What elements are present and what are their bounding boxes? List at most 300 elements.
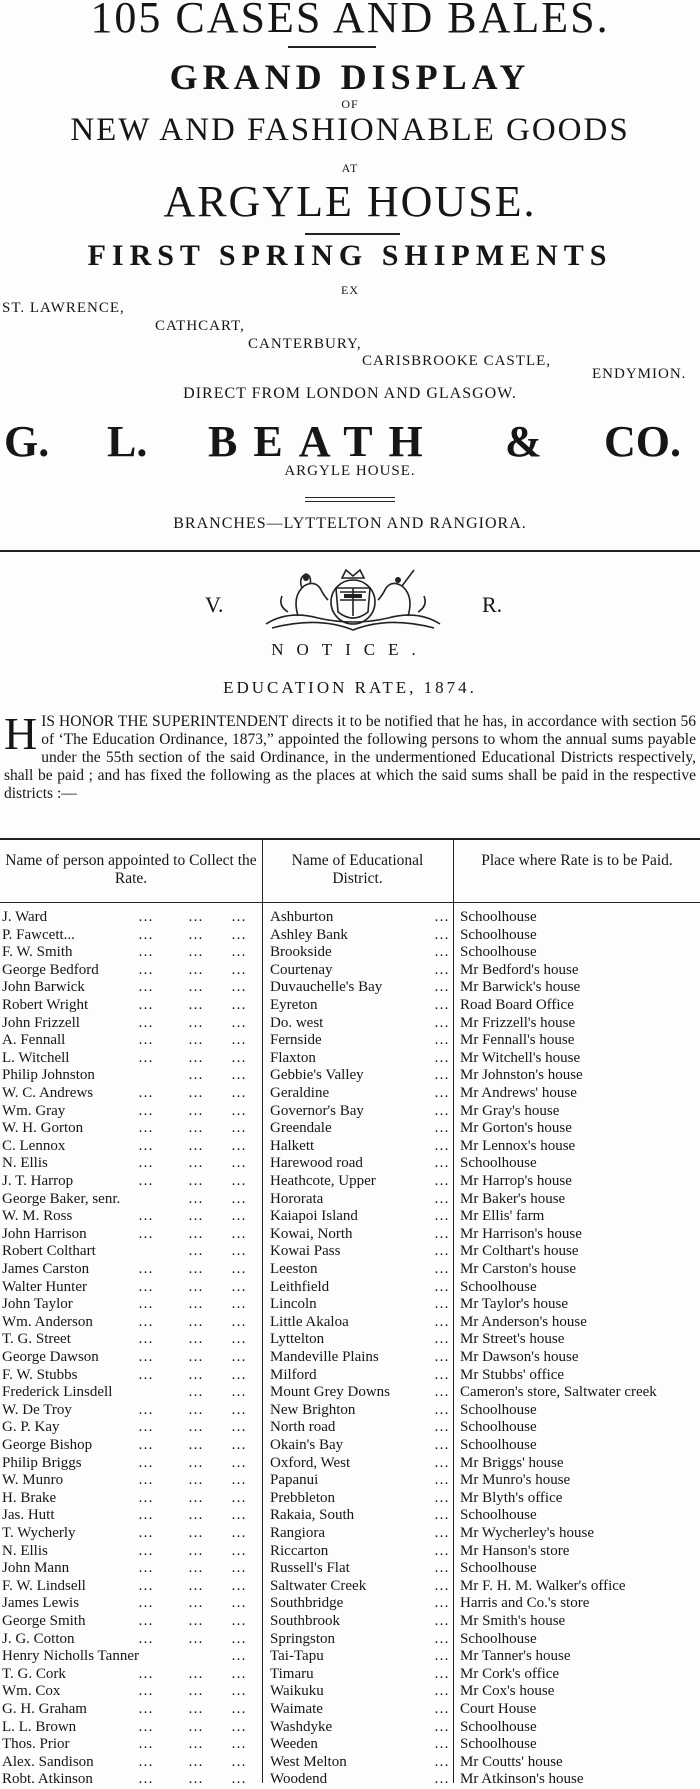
- leader-dots: …: [188, 1278, 206, 1295]
- table-row: [0, 1490, 700, 1508]
- leader-dots: …: [231, 1173, 249, 1189]
- table-row: [0, 1384, 700, 1402]
- leader-dots: …: [138, 1736, 156, 1753]
- leader-dots: …: [434, 1665, 451, 1682]
- leader-dots: …: [434, 1560, 451, 1577]
- collector-name: L. Witchell: [2, 1049, 70, 1066]
- table-row: [0, 927, 700, 945]
- collector-name: F. W. Lindsell: [2, 1577, 86, 1594]
- district-name: West Melton: [270, 1753, 347, 1770]
- leader-dots: …: [188, 1049, 206, 1066]
- district-name: Harewood road: [270, 1155, 363, 1172]
- leader-dots: …: [188, 1736, 206, 1753]
- leader-dots: …: [231, 1137, 249, 1154]
- leader-dots: …: [231, 1454, 249, 1471]
- leader-dots: …: [434, 1648, 451, 1665]
- payment-place: Mr F. H. M. Walker's office: [460, 1577, 626, 1594]
- leader-dots: …: [434, 961, 451, 978]
- leader-dots: …: [231, 1560, 249, 1577]
- leader-dots: …: [138, 961, 156, 978]
- payment-place: Mr Atkinson's house: [460, 1771, 584, 1788]
- table-row: [0, 1349, 700, 1367]
- table-row: [0, 1419, 700, 1437]
- underline: [305, 233, 400, 235]
- leader-dots: …: [188, 1331, 206, 1348]
- header-collector: Name of person appointed to Collect the Rate.: [5, 852, 257, 887]
- collector-name: W. H. Gorton: [2, 1120, 84, 1137]
- district-name: Papanui: [270, 1472, 319, 1489]
- leader-dots: …: [231, 1701, 249, 1717]
- leader-dots: …: [434, 1261, 451, 1277]
- district-name: Prebbleton: [270, 1489, 335, 1506]
- district-name: Brookside: [270, 944, 332, 961]
- leader-dots: …: [188, 1190, 206, 1207]
- district-name: Waimate: [270, 1701, 323, 1717]
- leader-dots: …: [138, 1296, 156, 1313]
- leader-dots: …: [138, 1771, 156, 1788]
- district-name: New Brighton: [270, 1401, 356, 1418]
- table-row: [0, 1155, 700, 1173]
- leader-dots: …: [188, 1366, 206, 1383]
- payment-place: Schoolhouse: [460, 1718, 537, 1735]
- district-name: Russell's Flat: [270, 1560, 350, 1577]
- table-row: [0, 1279, 700, 1297]
- payment-place: Mr Frizzell's house: [460, 1014, 576, 1031]
- district-name: Greendale: [270, 1120, 332, 1137]
- payment-place: Court House: [460, 1701, 537, 1717]
- leader-dots: …: [434, 1683, 451, 1700]
- district-name: Little Akaloa: [270, 1313, 349, 1330]
- district-name: Southbridge: [270, 1595, 344, 1612]
- leader-dots: …: [138, 1014, 156, 1031]
- district-name: Kowai Pass: [270, 1243, 341, 1260]
- leader-dots: …: [231, 1278, 249, 1295]
- table-row: [0, 944, 700, 962]
- payment-place: Mr Johnston's house: [460, 1067, 583, 1084]
- leader-dots: …: [138, 1718, 156, 1735]
- table-row: [0, 1648, 700, 1666]
- leader-dots: …: [188, 1454, 206, 1471]
- leader-dots: …: [434, 1613, 451, 1629]
- leader-dots: …: [434, 1331, 451, 1348]
- notice-intro: [4, 708, 696, 803]
- leader-dots: …: [138, 1261, 156, 1277]
- table-row: [0, 1683, 700, 1701]
- payment-place: Mr Colthart's house: [460, 1243, 579, 1260]
- leader-dots: …: [188, 1595, 206, 1612]
- collector-name: F. W. Stubbs: [2, 1366, 78, 1383]
- drop-cap: H: [4, 708, 38, 759]
- district-name: Tai-Tapu: [270, 1648, 324, 1665]
- collector-name: John Taylor: [2, 1296, 73, 1313]
- leader-dots: …: [138, 926, 156, 943]
- ad-branches: BRANCHES—LYTTELTON AND RANGIORA.: [173, 515, 527, 532]
- leader-dots: …: [138, 1155, 156, 1172]
- district-name: Oxford, West: [270, 1454, 351, 1471]
- collector-name: John Frizzell: [2, 1014, 80, 1031]
- district-name: Weeden: [270, 1736, 318, 1753]
- leader-dots: …: [188, 1630, 206, 1647]
- leader-dots: …: [231, 979, 249, 996]
- collector-name: George Baker, senr.: [2, 1190, 121, 1207]
- leader-dots: …: [231, 1049, 249, 1066]
- leader-dots: …: [231, 1120, 249, 1137]
- leader-dots: …: [231, 1771, 249, 1788]
- leader-dots: …: [231, 1331, 249, 1348]
- payment-place: Mr Bedford's house: [460, 961, 579, 978]
- leader-dots: …: [231, 1208, 249, 1225]
- leader-dots: …: [231, 961, 249, 978]
- collector-name: W. Munro: [2, 1472, 64, 1489]
- leader-dots: …: [434, 1507, 451, 1524]
- leader-dots: …: [188, 1507, 206, 1524]
- leader-dots: …: [138, 1753, 156, 1770]
- leader-dots: …: [138, 1349, 156, 1365]
- collector-name: Henry Nicholls Tanner: [2, 1648, 139, 1665]
- leader-dots: …: [231, 1225, 249, 1242]
- table-row: [0, 1736, 700, 1754]
- table-row: [0, 1173, 700, 1191]
- collector-name: George Bishop: [2, 1437, 93, 1453]
- leader-dots: …: [231, 1366, 249, 1383]
- payment-place: Mr Andrews' house: [460, 1085, 577, 1101]
- table-row: [0, 1437, 700, 1455]
- ad-grand-display: GRAND DISPLAY: [169, 57, 531, 97]
- leader-dots: …: [188, 1753, 206, 1770]
- collector-name: George Dawson: [2, 1349, 99, 1365]
- collector-name: W. De Troy: [2, 1401, 72, 1418]
- leader-dots: …: [138, 1489, 156, 1506]
- leader-dots: …: [434, 1437, 451, 1453]
- table-row: [0, 997, 700, 1015]
- district-name: Flaxton: [270, 1049, 316, 1066]
- leader-dots: …: [434, 1718, 451, 1735]
- payment-place: Mr Street's house: [460, 1331, 565, 1348]
- leader-dots: …: [138, 1085, 156, 1101]
- leader-dots: …: [138, 1120, 156, 1137]
- leader-dots: …: [188, 1261, 206, 1277]
- table-row: [0, 1103, 700, 1121]
- table-row: [0, 909, 700, 927]
- leader-dots: …: [138, 1049, 156, 1066]
- district-name: Springston: [270, 1630, 336, 1647]
- district-name: Milford: [270, 1366, 317, 1383]
- ad-direct-from: DIRECT FROM LONDON AND GLASGOW.: [183, 385, 517, 402]
- district-name: Timaru: [270, 1665, 314, 1682]
- table-row: [0, 1771, 700, 1789]
- table-row: [0, 1261, 700, 1279]
- leader-dots: …: [188, 1542, 206, 1559]
- leader-dots: …: [188, 1577, 206, 1594]
- leader-dots: …: [188, 1437, 206, 1453]
- table-row: [0, 1050, 700, 1068]
- leader-dots: …: [138, 1683, 156, 1700]
- ad-argyle-house: ARGYLE HOUSE.: [163, 177, 537, 226]
- collector-name: W. M. Ross: [2, 1208, 73, 1225]
- collector-name: Robert Wright: [2, 997, 89, 1013]
- leader-dots: …: [231, 1014, 249, 1031]
- leader-dots: …: [138, 1542, 156, 1559]
- district-name: Riccarton: [270, 1542, 329, 1559]
- leader-dots: …: [188, 1525, 206, 1541]
- leader-dots: …: [188, 1067, 206, 1084]
- section-divider: [0, 550, 700, 552]
- leader-dots: …: [188, 944, 206, 961]
- leader-dots: …: [434, 1155, 451, 1172]
- collector-name: P. Fawcett...: [2, 926, 75, 943]
- district-name: Do. west: [270, 1014, 324, 1031]
- payment-place: Mr Witchell's house: [460, 1049, 581, 1066]
- ship-name: CARISBROOKE CASTLE,: [362, 353, 552, 369]
- payment-place: Mr Smith's house: [460, 1613, 566, 1629]
- district-name: Halkett: [270, 1137, 315, 1154]
- leader-dots: …: [188, 1665, 206, 1682]
- ship-name: ENDYMION.: [592, 366, 687, 382]
- collector-name: C. Lennox: [2, 1137, 66, 1154]
- district-name: Hororata: [270, 1190, 324, 1207]
- leader-dots: …: [188, 1085, 206, 1101]
- collector-name: H. Brake: [2, 1489, 57, 1506]
- leader-dots: …: [231, 1630, 249, 1647]
- leader-dots: …: [231, 1718, 249, 1735]
- collector-name: Robert Colthart: [2, 1243, 96, 1260]
- leader-dots: …: [188, 1243, 206, 1260]
- ad-ex: EX: [341, 283, 359, 297]
- ad-of: OF: [341, 97, 359, 111]
- leader-dots: …: [188, 1296, 206, 1313]
- collector-name: W. C. Andrews: [2, 1085, 94, 1101]
- leader-dots: …: [231, 1542, 249, 1559]
- leader-dots: …: [138, 909, 156, 925]
- table-row: [0, 1243, 700, 1261]
- district-name: Okain's Bay: [270, 1437, 344, 1453]
- table-row: [0, 1525, 700, 1543]
- leader-dots: …: [138, 1366, 156, 1383]
- notice-subheading: EDUCATION RATE, 1874.: [223, 678, 477, 697]
- payment-place: Mr Cork's office: [460, 1665, 560, 1682]
- leader-dots: …: [434, 909, 451, 925]
- firm-word: &: [505, 417, 542, 466]
- collector-name: George Smith: [2, 1613, 86, 1629]
- payment-place: Schoolhouse: [460, 1630, 537, 1647]
- table-row: [0, 1085, 700, 1103]
- leader-dots: …: [434, 1208, 451, 1225]
- leader-dots: …: [231, 1102, 249, 1119]
- leader-dots: …: [138, 1472, 156, 1489]
- collector-name: John Harrison: [2, 1225, 87, 1242]
- collector-name: G. P. Kay: [2, 1419, 60, 1436]
- leader-dots: …: [434, 1736, 451, 1753]
- collector-name: T. G. Cork: [2, 1665, 66, 1682]
- leader-dots: …: [231, 1085, 249, 1101]
- table-row: [0, 1226, 700, 1244]
- header-district: Name of Educational District.: [291, 852, 424, 887]
- district-name: Rangiora: [270, 1525, 325, 1541]
- payment-place: Mr Briggs' house: [460, 1454, 564, 1471]
- district-name: Fernside: [270, 1032, 322, 1049]
- leader-dots: …: [138, 1577, 156, 1594]
- collector-name: J. Ward: [2, 909, 48, 925]
- firm-word: G.: [4, 417, 50, 466]
- leader-dots: …: [138, 1419, 156, 1436]
- district-name: Lyttelton: [270, 1331, 325, 1348]
- district-name: Ashburton: [270, 909, 334, 925]
- leader-dots: …: [138, 1102, 156, 1119]
- leader-dots: …: [434, 1085, 451, 1101]
- leader-dots: …: [188, 1701, 206, 1717]
- divider: [305, 497, 395, 498]
- table-row: [0, 1191, 700, 1209]
- leader-dots: …: [434, 1577, 451, 1594]
- district-name: Eyreton: [270, 997, 318, 1013]
- leader-dots: …: [188, 1225, 206, 1242]
- leader-dots: …: [138, 1595, 156, 1612]
- payment-place: Schoolhouse: [460, 1155, 537, 1172]
- leader-dots: …: [434, 1542, 451, 1559]
- district-name: Duvauchelle's Bay: [270, 979, 383, 996]
- leader-dots: …: [231, 909, 249, 925]
- leader-dots: …: [188, 1155, 206, 1172]
- collector-name: A. Fennall: [2, 1032, 66, 1049]
- leader-dots: …: [231, 1384, 249, 1401]
- leader-dots: …: [231, 1613, 249, 1629]
- district-name: Rakaia, South: [270, 1507, 355, 1524]
- table-row: [0, 1296, 700, 1314]
- collector-name: Wm. Cox: [2, 1683, 61, 1700]
- collector-name: Philip Johnston: [2, 1067, 95, 1084]
- payment-place: Cameron's store, Saltwater creek: [460, 1384, 657, 1401]
- leader-dots: …: [231, 997, 249, 1013]
- leader-dots: …: [188, 1472, 206, 1489]
- collector-name: J. T. Harrop: [2, 1173, 74, 1189]
- leader-dots: …: [231, 1296, 249, 1313]
- payment-place: Mr Tanner's house: [460, 1648, 571, 1665]
- collector-name: George Bedford: [2, 961, 99, 978]
- table-row: [0, 1595, 700, 1613]
- leader-dots: …: [188, 1401, 206, 1418]
- table-row: [0, 1032, 700, 1050]
- leader-dots: …: [231, 1507, 249, 1524]
- leader-dots: …: [231, 1753, 249, 1770]
- firm-subtitle: ARGYLE HOUSE.: [284, 463, 416, 479]
- payment-place: Mr Dawson's house: [460, 1349, 579, 1365]
- payment-place: Mr Taylor's house: [460, 1296, 569, 1313]
- notice-v: V.: [205, 592, 224, 617]
- payment-place: Harris and Co.'s store: [460, 1595, 590, 1612]
- collector-name: Thos. Prior: [2, 1736, 70, 1753]
- collector-name: Wm. Gray: [2, 1102, 66, 1119]
- leader-dots: …: [434, 1525, 451, 1541]
- district-name: Kowai, North: [270, 1225, 353, 1242]
- firm-word: CO.: [604, 417, 681, 466]
- leader-dots: …: [138, 1032, 156, 1049]
- leader-dots: …: [138, 979, 156, 996]
- table-row: [0, 1754, 700, 1772]
- leader-dots: …: [188, 979, 206, 996]
- leader-dots: …: [138, 1507, 156, 1524]
- district-name: Saltwater Creek: [270, 1577, 367, 1594]
- payment-place: Schoolhouse: [460, 1437, 537, 1453]
- leader-dots: …: [138, 1313, 156, 1330]
- ad-headline: 105 CASES AND BALES.: [90, 0, 610, 42]
- payment-place: Mr Hanson's store: [460, 1542, 570, 1559]
- payment-place: Mr Carston's house: [460, 1261, 577, 1277]
- payment-place: Schoolhouse: [460, 1507, 537, 1524]
- district-name: Kaiapoi Island: [270, 1208, 358, 1225]
- district-name: Leithfield: [270, 1278, 330, 1295]
- leader-dots: …: [188, 1349, 206, 1365]
- district-name: Courtenay: [270, 961, 333, 978]
- district-name: Mount Grey Downs: [270, 1384, 390, 1401]
- notice-r: R.: [482, 592, 503, 617]
- table-row: [0, 1560, 700, 1578]
- payment-place: Mr Harrison's house: [460, 1225, 582, 1242]
- leader-dots: …: [138, 1525, 156, 1541]
- leader-dots: …: [434, 1701, 451, 1717]
- payment-place: Mr Munro's house: [460, 1472, 571, 1489]
- table-row: [0, 1578, 700, 1596]
- leader-dots: …: [138, 1225, 156, 1242]
- ship-name: CATHCART,: [155, 318, 245, 334]
- leader-dots: …: [231, 926, 249, 943]
- leader-dots: …: [434, 1102, 451, 1119]
- payment-place: Mr Cox's house: [460, 1683, 555, 1700]
- leader-dots: …: [188, 1313, 206, 1330]
- payment-place: Schoolhouse: [460, 909, 537, 925]
- leader-dots: …: [434, 926, 451, 943]
- leader-dots: …: [188, 926, 206, 943]
- table-row: [0, 1015, 700, 1033]
- leader-dots: …: [231, 1349, 249, 1365]
- notice-intro-text: IS HONOR THE SUPERINTENDENT directs it to be notified that he has, in accordance with section 56 of ‘The Education Ordinance, 1873,” appointed the following persons to whom the annual sums payable under the 55th section of the said Ordinance, in the undermentioned Educational Districts respectively, shall be paid ; and has fixed the following as the places at which the said sums shall be paid in the respective districts :—: [4, 713, 696, 802]
- leader-dots: …: [434, 1067, 451, 1084]
- leader-dots: …: [138, 1560, 156, 1577]
- table-row: [0, 1367, 700, 1385]
- leader-dots: …: [138, 1630, 156, 1647]
- table-row: [0, 1507, 700, 1525]
- table-row: [0, 1331, 700, 1349]
- firm-word: BEATH: [208, 417, 439, 466]
- leader-dots: …: [138, 1701, 156, 1717]
- collector-name: G. H. Graham: [2, 1701, 87, 1717]
- leader-dots: …: [434, 1401, 451, 1418]
- leader-dots: …: [231, 1489, 249, 1506]
- leader-dots: …: [138, 1137, 156, 1154]
- leader-dots: …: [434, 1137, 451, 1154]
- payment-place: Schoolhouse: [460, 1419, 537, 1436]
- collector-name: James Carston: [2, 1261, 90, 1277]
- collector-name: Walter Hunter: [2, 1278, 88, 1295]
- leader-dots: …: [434, 1595, 451, 1612]
- collector-name: James Lewis: [2, 1595, 80, 1612]
- royal-coat-of-arms-icon: [258, 566, 448, 636]
- header-place: Place where Rate is to be Paid.: [481, 852, 673, 869]
- payment-place: Schoolhouse: [460, 1736, 537, 1753]
- leader-dots: …: [138, 1278, 156, 1295]
- district-name: Southbrook: [270, 1613, 341, 1629]
- collector-name: Jas. Hutt: [2, 1507, 55, 1524]
- leader-dots: …: [188, 1208, 206, 1225]
- leader-dots: …: [434, 1190, 451, 1207]
- leader-dots: …: [434, 979, 451, 996]
- table-row: [0, 1120, 700, 1138]
- leader-dots: …: [188, 961, 206, 978]
- leader-dots: …: [434, 1032, 451, 1049]
- leader-dots: …: [188, 1032, 206, 1049]
- ship-name: CANTERBURY,: [248, 336, 362, 352]
- district-name: Woodend: [270, 1771, 328, 1788]
- payment-place: Mr Ellis' farm: [460, 1208, 545, 1225]
